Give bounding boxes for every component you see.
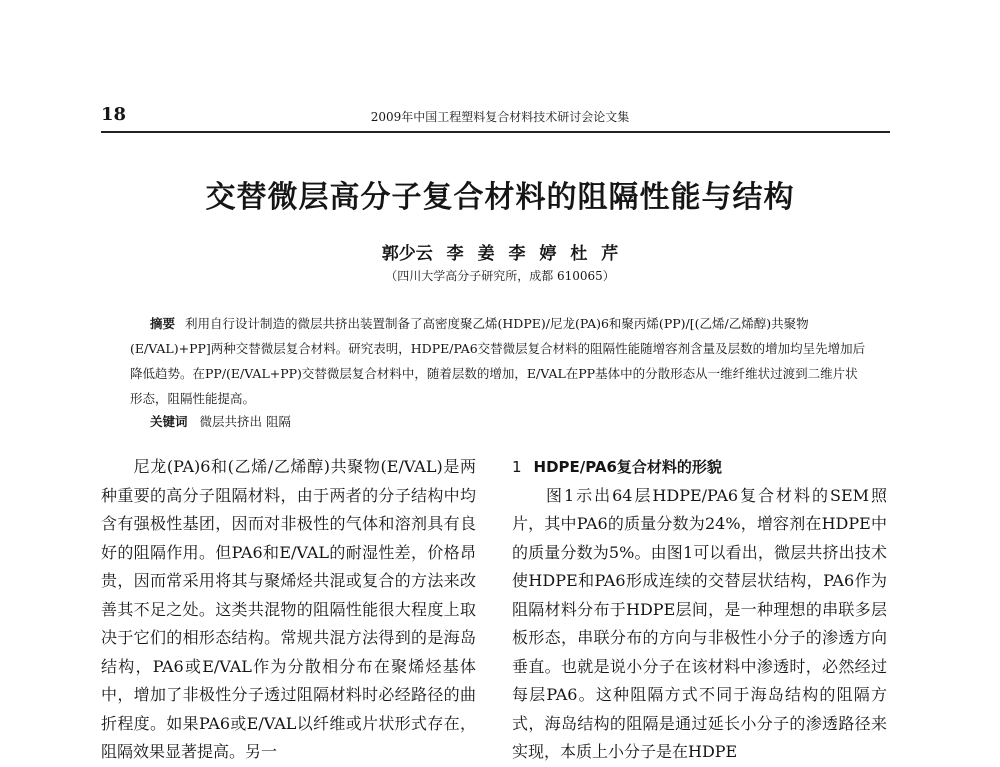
left-column: [101, 453, 476, 767]
keywords: [150, 412, 850, 430]
body-paragraph: 图1示出64层HDPE/PA6复合材料的SEM照片，其中PA6的质量分数为24%，增容剂在HDPE中的质量分数为5%。由图1可以看出，微层共挤出技术使HDPE和PA6形成连续的交替层状结构，PA6作为阻隔材料分布于HDPE层间，是一种理想的串联多层板形态，串联分布的方向与非极性小分子的渗透方向垂直。也就是说小分子在该材料中渗透时，必然经过每层PA6。这种阻隔方式不同于海岛结构的阻隔方式，海岛结构的阻隔是通过延长小分子的渗透路径来实现，本质上小分子是在HDPE: [512, 485, 887, 761]
header-rule: [101, 131, 890, 133]
running-header: 2009年中国工程塑料复合材料技术研讨会论文集: [370, 110, 630, 124]
paper-title: 交替微层高分子复合材料的阻隔性能与结构: [205, 180, 795, 215]
affiliation: （四川大学高分子研究所，成都 610065）: [385, 269, 615, 283]
section-number: 1: [512, 458, 522, 476]
abstract-text: 利用自行设计制造的微层共挤出装置制备了高密度聚乙烯(HDPE)/尼龙(PA)6和聚丙烯(PP)/[(乙烯/乙烯醇)共聚物(E/VAL)+PP]两种交替微层复合材料。研究表明，HDPE/PA6交替微层复合材料的阻隔性能随增容剂含量及层数的增加均呈先增加后降低趋势。在PP/(E/VAL+PP)交替微层复合材料中，随着层数的增加，E/VAL在PP基体中的分散形态从一维纤维状过渡到二维片状形态，阻隔性能提高。: [130, 316, 866, 406]
abstract-label: 摘要: [150, 316, 176, 331]
body-paragraph: 尼龙(PA)6和(乙烯/乙烯醇)共聚物(E/VAL)是两种重要的高分子阻隔材料，由于两者的分子结构中均含有强极性基团，因而对非极性的气体和溶剂具有良好的阻隔作用。但PA6和E/VAL的耐湿性差，价格昂贵，因而常采用将其与聚烯烃共混或复合的方法来改善其不足之处。这类共混物的阻隔性能很大程度上取决于它们的相形态结构。常规共混方法得到的是海岛结构，PA6或E/VAL作为分散相分布在聚烯烃基体中，增加了非极性分子透过阻隔材料时必经路径的曲折程度。如果PA6或E/VAL以纤维或片状形式存在，阻隔效果显著提高。另一: [101, 457, 476, 761]
abstract: [130, 311, 870, 411]
section-title: HDPE/PA6复合材料的形貌: [533, 458, 722, 476]
author-list: 郭少云 李 姜 李 婷 杜 芹: [381, 244, 619, 264]
right-column: [512, 453, 887, 767]
keywords-label: 关键词: [150, 414, 188, 429]
keywords-text: 微层共挤出 阻隔: [199, 414, 291, 429]
page-number: 18: [101, 104, 127, 125]
section-heading: [512, 453, 887, 482]
